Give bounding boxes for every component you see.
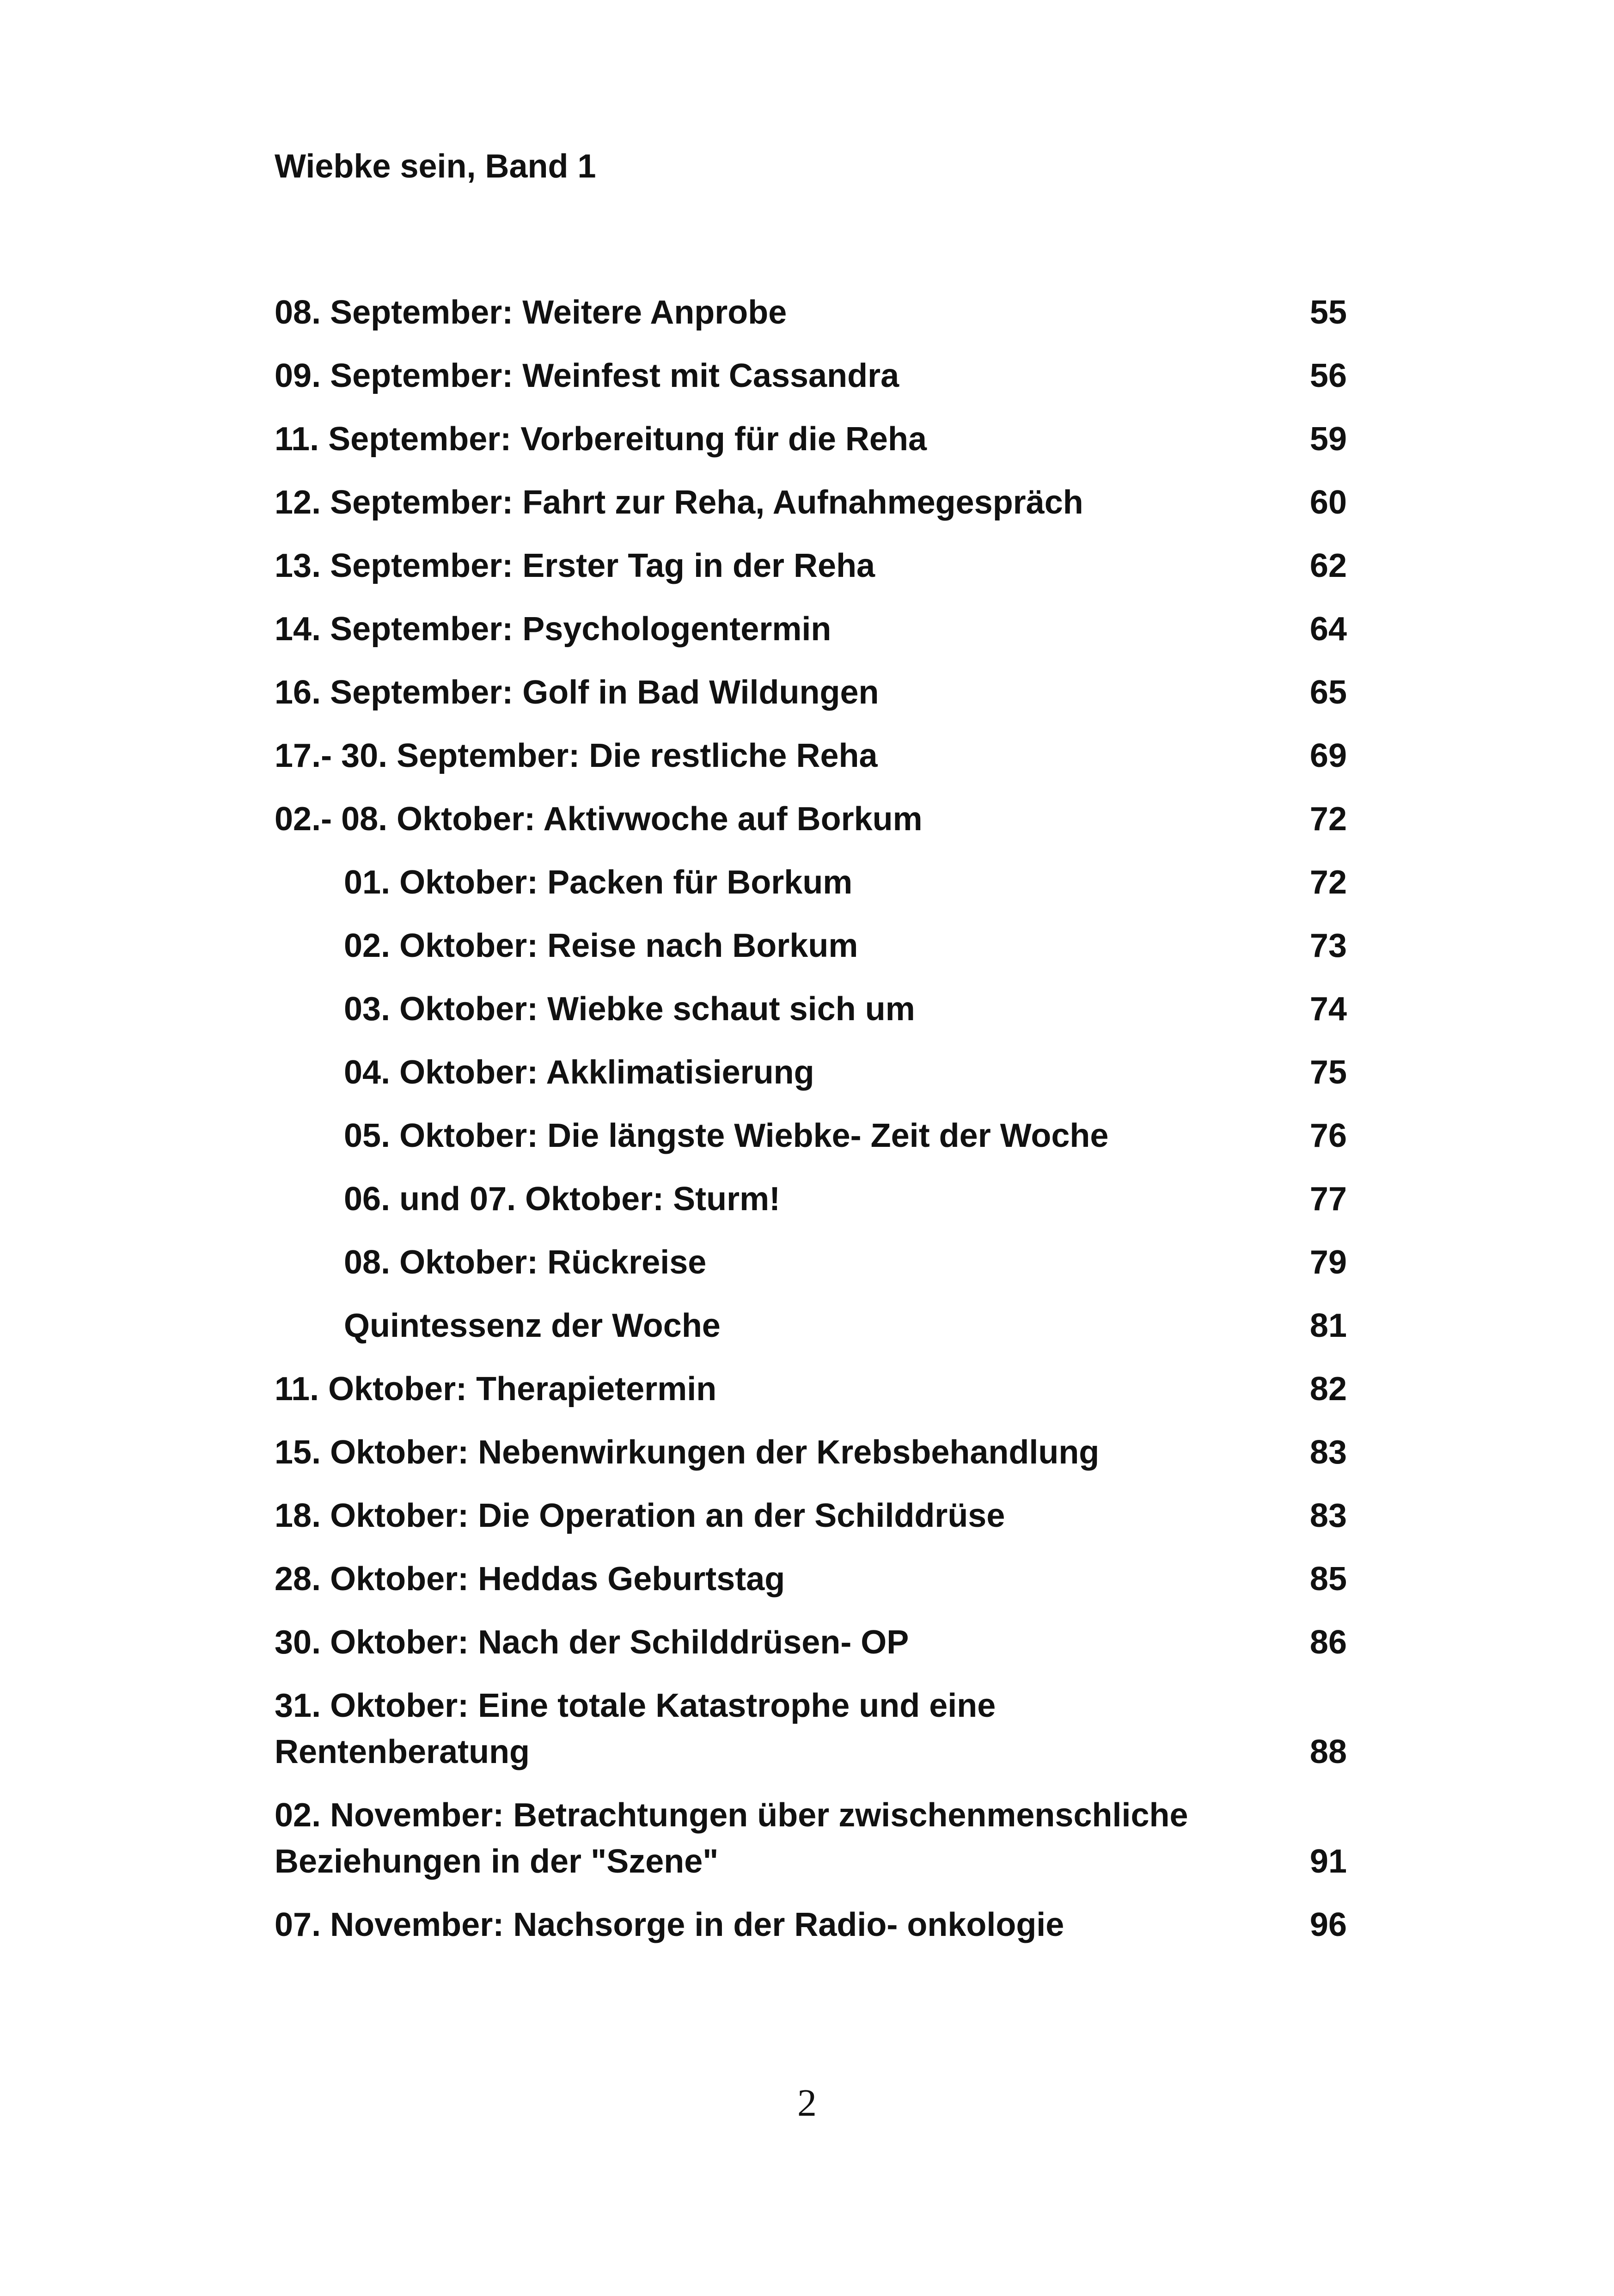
toc-entry-title: 13. September: Erster Tag in der Reha xyxy=(275,547,875,584)
toc-entry xyxy=(344,859,1347,906)
toc-entry-title: 07. November: Nachsorge in der Radio- onkologie xyxy=(275,1906,1064,1943)
toc-entry-page: 56 xyxy=(1309,357,1347,394)
toc-entry-title: 28. Oktober: Heddas Geburtstag xyxy=(275,1561,785,1598)
toc-entry xyxy=(275,416,1347,462)
toc-entry-page: 96 xyxy=(1309,1906,1347,1943)
toc-entry xyxy=(344,1113,1347,1159)
toc-entry-title: 31. Oktober: Eine totale Katastrophe und eine xyxy=(275,1687,996,1724)
toc-entry-page: 74 xyxy=(1309,991,1347,1028)
toc-entry-title: 05. Oktober: Die längste Wiebke- Zeit der Woche xyxy=(344,1117,1109,1154)
toc-entry xyxy=(344,1239,1347,1286)
toc-entry-title: 02. November: Betrachtungen über zwischenmenschliche xyxy=(275,1797,1188,1834)
toc-entry-page: 79 xyxy=(1309,1244,1347,1281)
toc-entry-title: 06. und 07. Oktober: Sturm! xyxy=(344,1181,781,1218)
toc-entry xyxy=(275,1683,1347,1775)
toc-entry-page: 76 xyxy=(1309,1117,1347,1154)
toc-entry-page: 59 xyxy=(1309,421,1347,458)
toc-entry-page: 77 xyxy=(1309,1181,1347,1218)
toc-entry-page: 62 xyxy=(1309,547,1347,584)
toc-entry-title: 02. Oktober: Reise nach Borkum xyxy=(344,927,858,964)
toc-entry xyxy=(344,1303,1347,1349)
toc-entry-page: 82 xyxy=(1309,1371,1347,1408)
toc-entry-title: 04. Oktober: Akklimatisierung xyxy=(344,1054,814,1091)
toc-entry xyxy=(275,1429,1347,1476)
toc-entry-title-continued: Rentenberatung xyxy=(275,1733,530,1770)
toc-entry xyxy=(275,1619,1347,1665)
toc-entry xyxy=(275,1902,1347,1948)
toc-entry-page: 64 xyxy=(1309,611,1347,648)
toc-entry-title: 01. Oktober: Packen für Borkum xyxy=(344,864,853,901)
toc-entry-title: 16. September: Golf in Bad Wildungen xyxy=(275,674,879,711)
toc-entry-title: 15. Oktober: Nebenwirkungen der Krebsbehandlung xyxy=(275,1434,1100,1471)
toc-entry-title: 12. September: Fahrt zur Reha, Aufnahmegespräch xyxy=(275,484,1083,521)
table-of-contents xyxy=(275,289,1347,1965)
toc-entry-page: 86 xyxy=(1309,1624,1347,1661)
toc-entry-title: 09. September: Weinfest mit Cassandra xyxy=(275,357,899,394)
toc-entry xyxy=(344,986,1347,1032)
toc-entry xyxy=(344,1049,1347,1096)
toc-entry-title: Quintessenz der Woche xyxy=(344,1307,721,1344)
toc-entry-title: 18. Oktober: Die Operation an der Schilddrüse xyxy=(275,1497,1005,1534)
toc-entry-page: 83 xyxy=(1309,1497,1347,1534)
toc-entry xyxy=(275,669,1347,716)
toc-entry xyxy=(344,923,1347,969)
toc-entry-page: 73 xyxy=(1309,927,1347,964)
toc-entry-page: 75 xyxy=(1309,1054,1347,1091)
toc-entry xyxy=(275,796,1347,842)
toc-entry xyxy=(275,733,1347,779)
toc-entry-title: 08. Oktober: Rückreise xyxy=(344,1244,707,1281)
toc-entry xyxy=(275,1366,1347,1412)
toc-entry-title: 02.- 08. Oktober: Aktivwoche auf Borkum xyxy=(275,801,923,838)
toc-entry-page: 72 xyxy=(1309,864,1347,901)
toc-entry-title: 30. Oktober: Nach der Schilddrüsen- OP xyxy=(275,1624,909,1661)
toc-entry-title: 11. September: Vorbereitung für die Reha xyxy=(275,421,927,458)
book-title: Wiebke sein, Band 1 xyxy=(275,148,596,185)
toc-entry-title: 08. September: Weitere Anprobe xyxy=(275,294,787,331)
toc-entry-page: 91 xyxy=(1309,1843,1347,1880)
toc-entry xyxy=(275,1792,1347,1885)
toc-entry-title: 17.- 30. September: Die restliche Reha xyxy=(275,737,878,774)
toc-entry-title-continued: Beziehungen in der "Szene" xyxy=(275,1843,719,1880)
toc-entry-page: 65 xyxy=(1309,674,1347,711)
toc-entry-page: 60 xyxy=(1309,484,1347,521)
toc-entry-title: 11. Oktober: Therapietermin xyxy=(275,1371,717,1408)
toc-entry-title: 14. September: Psychologentermin xyxy=(275,611,831,648)
toc-entry-page: 88 xyxy=(1309,1733,1347,1770)
toc-entry xyxy=(275,353,1347,399)
page-number: 2 xyxy=(797,2082,817,2125)
toc-entry xyxy=(275,479,1347,526)
toc-entry xyxy=(275,606,1347,652)
toc-entry-page: 83 xyxy=(1309,1434,1347,1471)
toc-entry-page: 81 xyxy=(1309,1307,1347,1344)
toc-entry-page: 85 xyxy=(1309,1561,1347,1598)
toc-entry-page: 69 xyxy=(1309,737,1347,774)
toc-entry xyxy=(275,1493,1347,1539)
toc-entry-title: 03. Oktober: Wiebke schaut sich um xyxy=(344,991,915,1028)
toc-entry xyxy=(344,1176,1347,1222)
toc-entry xyxy=(275,1556,1347,1602)
toc-entry-page: 72 xyxy=(1309,801,1347,838)
toc-entry xyxy=(275,543,1347,589)
toc-entry xyxy=(275,289,1347,336)
toc-entry-page: 55 xyxy=(1309,294,1347,331)
